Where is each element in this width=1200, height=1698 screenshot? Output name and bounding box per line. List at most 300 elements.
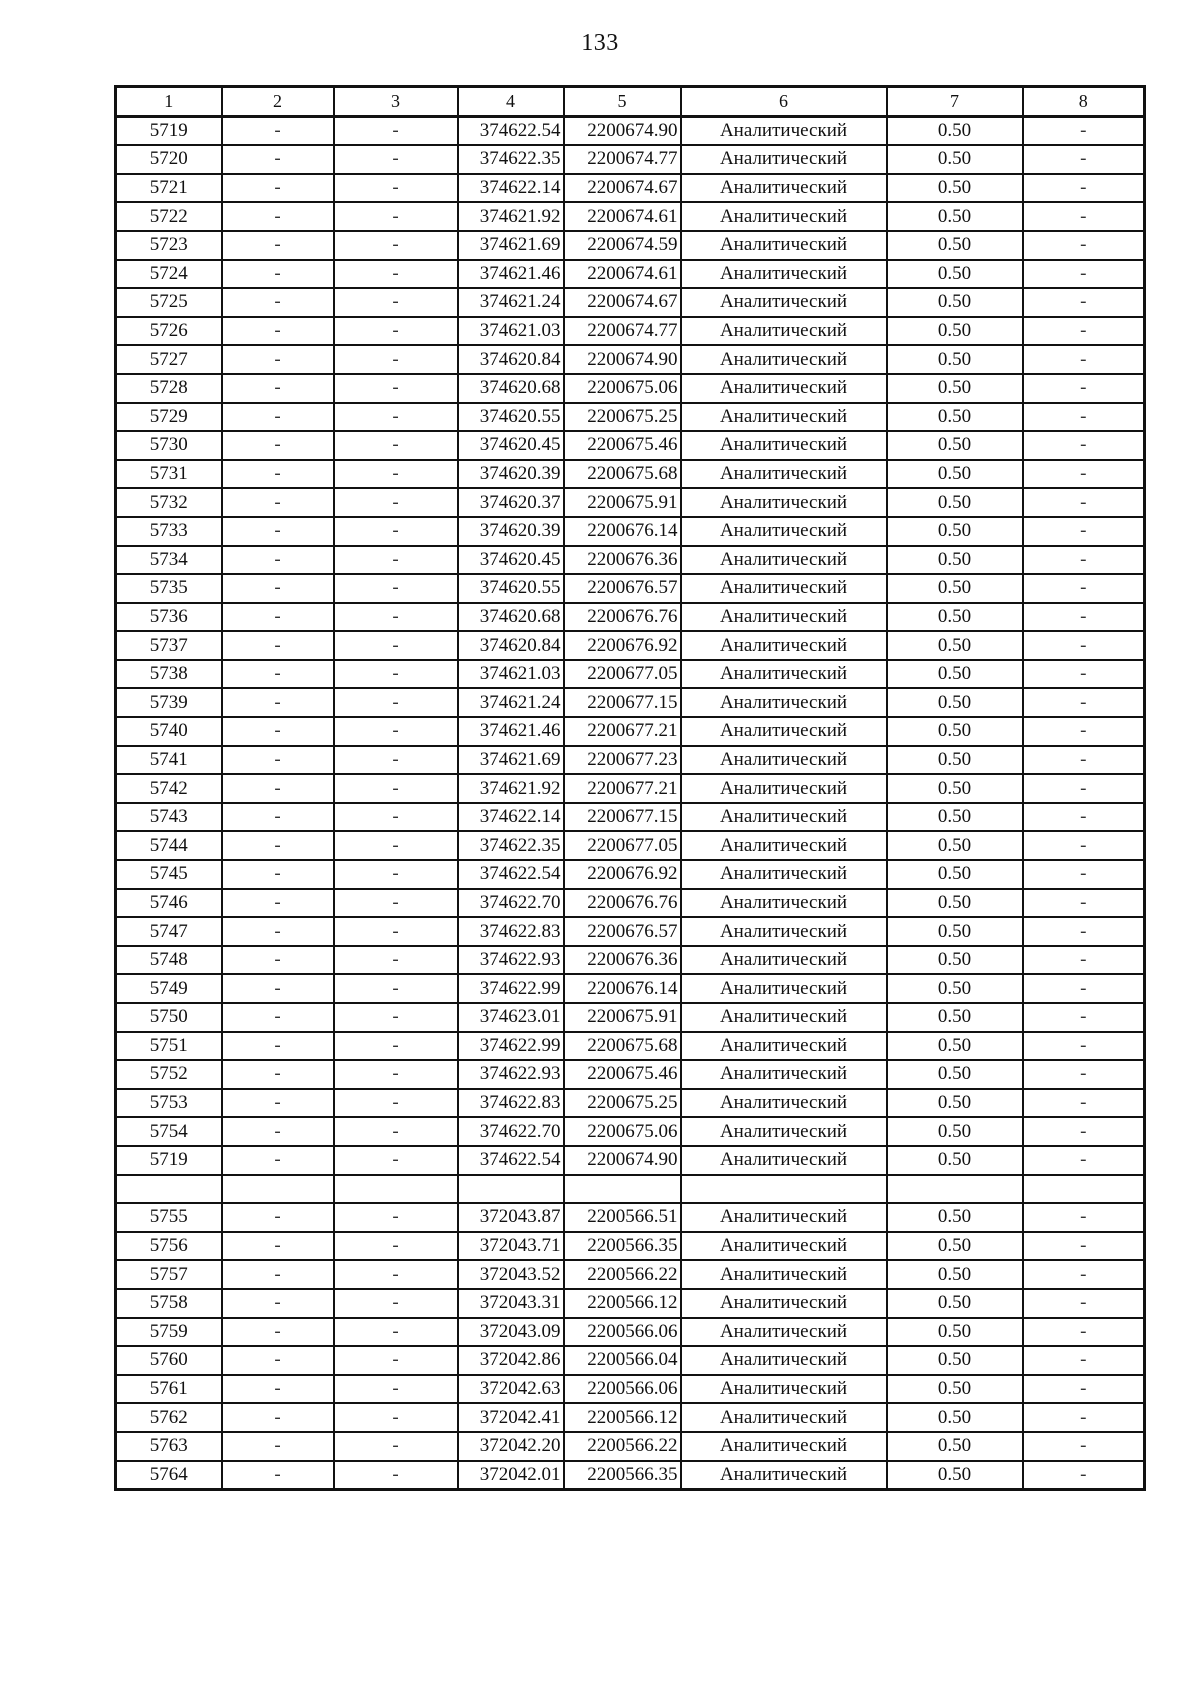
table-row: [116, 1146, 1145, 1175]
table-body: [116, 87, 1145, 1490]
y-coordinate-cell: 2200676.76: [564, 603, 681, 632]
x-coordinate-cell: 374622.14: [458, 174, 564, 203]
accuracy-cell: 0.50: [887, 288, 1023, 317]
column-header: 7: [887, 87, 1023, 117]
method-cell: Аналитический: [681, 1375, 887, 1404]
col2-cell: -: [222, 460, 334, 489]
col8-cell: -: [1023, 803, 1145, 832]
method-cell: Аналитический: [681, 1432, 887, 1461]
x-coordinate-cell: 372043.52: [458, 1260, 564, 1289]
point-number-cell: 5741: [116, 746, 222, 775]
y-coordinate-cell: 2200566.12: [564, 1289, 681, 1318]
y-coordinate-cell: 2200677.15: [564, 688, 681, 717]
method-cell: Аналитический: [681, 774, 887, 803]
y-coordinate-cell: 2200675.91: [564, 1003, 681, 1032]
method-cell: Аналитический: [681, 660, 887, 689]
x-coordinate-cell: 374622.93: [458, 946, 564, 975]
table-row: [116, 116, 1145, 145]
accuracy-cell: 0.50: [887, 1003, 1023, 1032]
accuracy-cell: 0.50: [887, 1375, 1023, 1404]
col3-cell: -: [334, 1289, 458, 1318]
accuracy-cell: 0.50: [887, 803, 1023, 832]
col2-cell: -: [222, 946, 334, 975]
method-cell: Аналитический: [681, 517, 887, 546]
col3-cell: -: [334, 1146, 458, 1175]
col8-cell: -: [1023, 1146, 1145, 1175]
col3-cell: -: [334, 603, 458, 632]
point-number-cell: 5737: [116, 631, 222, 660]
accuracy-cell: 0.50: [887, 1089, 1023, 1118]
method-cell: Аналитический: [681, 1318, 887, 1347]
table-row: [116, 746, 1145, 775]
table-row: [116, 1403, 1145, 1432]
table-row: [116, 1346, 1145, 1375]
y-coordinate-cell: 2200675.68: [564, 1032, 681, 1061]
y-coordinate-cell: 2200677.21: [564, 774, 681, 803]
x-coordinate-cell: 374622.70: [458, 889, 564, 918]
point-number-cell: 5721: [116, 174, 222, 203]
table-row: [116, 917, 1145, 946]
y-coordinate-cell: 2200566.35: [564, 1232, 681, 1261]
col2-cell: -: [222, 688, 334, 717]
table-row: [116, 688, 1145, 717]
col2-cell: -: [222, 1375, 334, 1404]
x-coordinate-cell: 374620.39: [458, 517, 564, 546]
point-number-cell: 5752: [116, 1060, 222, 1089]
table-row: [116, 403, 1145, 432]
col2-cell: -: [222, 917, 334, 946]
x-coordinate-cell: 374622.14: [458, 803, 564, 832]
coordinates-table: [114, 85, 1146, 1491]
col3-cell: -: [334, 231, 458, 260]
y-coordinate-cell: 2200674.59: [564, 231, 681, 260]
col2-cell: -: [222, 403, 334, 432]
table-row: [116, 288, 1145, 317]
col2-cell: -: [222, 831, 334, 860]
y-coordinate-cell: 2200677.23: [564, 746, 681, 775]
x-coordinate-cell: 374620.55: [458, 403, 564, 432]
point-number-cell: 5722: [116, 202, 222, 231]
col8-cell: -: [1023, 546, 1145, 575]
method-cell: Аналитический: [681, 1146, 887, 1175]
col3-cell: -: [334, 660, 458, 689]
col3-cell: -: [334, 288, 458, 317]
accuracy-cell: 0.50: [887, 174, 1023, 203]
accuracy-cell: 0.50: [887, 1232, 1023, 1261]
col2-cell: -: [222, 202, 334, 231]
col2-cell: -: [222, 1232, 334, 1261]
column-header: 1: [116, 87, 222, 117]
x-coordinate-cell: 374620.68: [458, 603, 564, 632]
x-coordinate-cell: 374622.93: [458, 1060, 564, 1089]
method-cell: Аналитический: [681, 174, 887, 203]
y-coordinate-cell: 2200676.14: [564, 974, 681, 1003]
table-row: [116, 1232, 1145, 1261]
y-coordinate-cell: 2200676.14: [564, 517, 681, 546]
col3-cell: -: [334, 974, 458, 1003]
col8-cell: -: [1023, 688, 1145, 717]
accuracy-cell: 0.50: [887, 460, 1023, 489]
table-row: [116, 345, 1145, 374]
table-row: [116, 174, 1145, 203]
table-row: [116, 1461, 1145, 1490]
x-coordinate-cell: 374621.03: [458, 317, 564, 346]
col3-cell: -: [334, 1003, 458, 1032]
col8-cell: -: [1023, 1117, 1145, 1146]
table-row: [116, 1003, 1145, 1032]
col2-cell: -: [222, 1003, 334, 1032]
x-coordinate-cell: 372042.01: [458, 1461, 564, 1490]
method-cell: Аналитический: [681, 860, 887, 889]
accuracy-cell: 0.50: [887, 1403, 1023, 1432]
col3-cell: -: [334, 517, 458, 546]
x-coordinate-cell: 374622.70: [458, 1117, 564, 1146]
table-row: [116, 202, 1145, 231]
accuracy-cell: 0.50: [887, 889, 1023, 918]
col8-cell: -: [1023, 1203, 1145, 1232]
col2-cell: -: [222, 145, 334, 174]
col2-cell: -: [222, 546, 334, 575]
col8-cell: -: [1023, 831, 1145, 860]
accuracy-cell: 0.50: [887, 317, 1023, 346]
col2-cell: -: [222, 260, 334, 289]
x-coordinate-cell: 374621.69: [458, 231, 564, 260]
x-coordinate-cell: 372042.41: [458, 1403, 564, 1432]
page-number: 133: [581, 30, 619, 56]
point-number-cell: 5728: [116, 374, 222, 403]
y-coordinate-cell: 2200676.76: [564, 889, 681, 918]
col3-cell: -: [334, 1346, 458, 1375]
x-coordinate-cell: 374621.46: [458, 260, 564, 289]
y-coordinate-cell: 2200674.90: [564, 345, 681, 374]
method-cell: Аналитический: [681, 1060, 887, 1089]
point-number-cell: [116, 1175, 222, 1204]
table-row: [116, 1289, 1145, 1318]
x-coordinate-cell: 374621.46: [458, 717, 564, 746]
y-coordinate-cell: 2200674.77: [564, 317, 681, 346]
accuracy-cell: 0.50: [887, 1260, 1023, 1289]
method-cell: Аналитический: [681, 1232, 887, 1261]
column-header: 5: [564, 87, 681, 117]
table-row: [116, 631, 1145, 660]
table-row: [116, 831, 1145, 860]
method-cell: [681, 1175, 887, 1204]
accuracy-cell: 0.50: [887, 431, 1023, 460]
y-coordinate-cell: 2200566.35: [564, 1461, 681, 1490]
accuracy-cell: 0.50: [887, 946, 1023, 975]
accuracy-cell: 0.50: [887, 260, 1023, 289]
table-row: [116, 231, 1145, 260]
point-number-cell: 5762: [116, 1403, 222, 1432]
col2-cell: -: [222, 517, 334, 546]
x-coordinate-cell: 374621.92: [458, 202, 564, 231]
table-row: [116, 574, 1145, 603]
y-coordinate-cell: 2200677.05: [564, 660, 681, 689]
col8-cell: -: [1023, 660, 1145, 689]
point-number-cell: 5760: [116, 1346, 222, 1375]
point-number-cell: 5743: [116, 803, 222, 832]
col8-cell: -: [1023, 603, 1145, 632]
accuracy-cell: 0.50: [887, 717, 1023, 746]
method-cell: Аналитический: [681, 231, 887, 260]
point-number-cell: 5754: [116, 1117, 222, 1146]
method-cell: Аналитический: [681, 460, 887, 489]
table-row: [116, 317, 1145, 346]
x-coordinate-cell: 374622.99: [458, 974, 564, 1003]
col8-cell: -: [1023, 1461, 1145, 1490]
point-number-cell: 5739: [116, 688, 222, 717]
method-cell: Аналитический: [681, 717, 887, 746]
col2-cell: -: [222, 288, 334, 317]
col8-cell: -: [1023, 774, 1145, 803]
x-coordinate-cell: 374620.68: [458, 374, 564, 403]
col8-cell: -: [1023, 1318, 1145, 1347]
method-cell: Аналитический: [681, 889, 887, 918]
col2-cell: -: [222, 374, 334, 403]
point-number-cell: 5753: [116, 1089, 222, 1118]
table-row: [116, 1318, 1145, 1347]
col8-cell: -: [1023, 1003, 1145, 1032]
accuracy-cell: 0.50: [887, 1146, 1023, 1175]
x-coordinate-cell: 374622.54: [458, 860, 564, 889]
method-cell: Аналитический: [681, 1203, 887, 1232]
accuracy-cell: 0.50: [887, 1432, 1023, 1461]
col3-cell: -: [334, 546, 458, 575]
col8-cell: -: [1023, 260, 1145, 289]
accuracy-cell: 0.50: [887, 488, 1023, 517]
col8-cell: -: [1023, 517, 1145, 546]
method-cell: Аналитический: [681, 403, 887, 432]
col2-cell: -: [222, 1060, 334, 1089]
col3-cell: -: [334, 1089, 458, 1118]
method-cell: Аналитический: [681, 1403, 887, 1432]
col3-cell: -: [334, 1032, 458, 1061]
method-cell: Аналитический: [681, 488, 887, 517]
col2-cell: -: [222, 774, 334, 803]
accuracy-cell: 0.50: [887, 145, 1023, 174]
x-coordinate-cell: 374621.03: [458, 660, 564, 689]
col3-cell: -: [334, 917, 458, 946]
method-cell: Аналитический: [681, 831, 887, 860]
col8-cell: -: [1023, 202, 1145, 231]
accuracy-cell: [887, 1175, 1023, 1204]
col2-cell: -: [222, 660, 334, 689]
y-coordinate-cell: 2200675.46: [564, 431, 681, 460]
col3-cell: -: [334, 946, 458, 975]
point-number-cell: 5758: [116, 1289, 222, 1318]
col3-cell: -: [334, 688, 458, 717]
col8-cell: -: [1023, 374, 1145, 403]
col2-cell: -: [222, 631, 334, 660]
point-number-cell: 5750: [116, 1003, 222, 1032]
point-number-cell: 5745: [116, 860, 222, 889]
col3-cell: -: [334, 1432, 458, 1461]
col2-cell: -: [222, 860, 334, 889]
table-row: [116, 603, 1145, 632]
y-coordinate-cell: 2200676.57: [564, 574, 681, 603]
col3-cell: -: [334, 1461, 458, 1490]
point-number-cell: 5751: [116, 1032, 222, 1061]
accuracy-cell: 0.50: [887, 1461, 1023, 1490]
col8-cell: -: [1023, 1032, 1145, 1061]
table-row: [116, 1260, 1145, 1289]
x-coordinate-cell: 374621.92: [458, 774, 564, 803]
y-coordinate-cell: 2200566.51: [564, 1203, 681, 1232]
accuracy-cell: 0.50: [887, 917, 1023, 946]
x-coordinate-cell: 374620.45: [458, 431, 564, 460]
col3-cell: -: [334, 1260, 458, 1289]
table-row: [116, 803, 1145, 832]
point-number-cell: 5757: [116, 1260, 222, 1289]
accuracy-cell: 0.50: [887, 1117, 1023, 1146]
point-number-cell: 5746: [116, 889, 222, 918]
table-row: [116, 860, 1145, 889]
x-coordinate-cell: 374622.54: [458, 116, 564, 145]
y-coordinate-cell: 2200676.92: [564, 631, 681, 660]
col3-cell: -: [334, 345, 458, 374]
y-coordinate-cell: 2200675.25: [564, 403, 681, 432]
col3-cell: -: [334, 1060, 458, 1089]
col2-cell: -: [222, 1318, 334, 1347]
method-cell: Аналитический: [681, 260, 887, 289]
table-row: [116, 260, 1145, 289]
accuracy-cell: 0.50: [887, 1203, 1023, 1232]
col8-cell: -: [1023, 1060, 1145, 1089]
col2-cell: -: [222, 317, 334, 346]
col2-cell: -: [222, 488, 334, 517]
method-cell: Аналитический: [681, 546, 887, 575]
x-coordinate-cell: 374621.24: [458, 688, 564, 717]
col8-cell: -: [1023, 860, 1145, 889]
accuracy-cell: 0.50: [887, 774, 1023, 803]
point-number-cell: 5730: [116, 431, 222, 460]
method-cell: Аналитический: [681, 1089, 887, 1118]
col2-cell: -: [222, 803, 334, 832]
x-coordinate-cell: 374620.39: [458, 460, 564, 489]
col8-cell: -: [1023, 631, 1145, 660]
table-row: [116, 1432, 1145, 1461]
col3-cell: -: [334, 889, 458, 918]
method-cell: Аналитический: [681, 974, 887, 1003]
accuracy-cell: 0.50: [887, 517, 1023, 546]
col8-cell: -: [1023, 717, 1145, 746]
point-number-cell: 5736: [116, 603, 222, 632]
method-cell: Аналитический: [681, 917, 887, 946]
y-coordinate-cell: 2200675.06: [564, 1117, 681, 1146]
y-coordinate-cell: 2200676.36: [564, 946, 681, 975]
col3-cell: -: [334, 145, 458, 174]
accuracy-cell: 0.50: [887, 660, 1023, 689]
col8-cell: -: [1023, 1346, 1145, 1375]
accuracy-cell: 0.50: [887, 831, 1023, 860]
y-coordinate-cell: 2200675.25: [564, 1089, 681, 1118]
point-number-cell: 5764: [116, 1461, 222, 1490]
col2-cell: -: [222, 431, 334, 460]
col8-cell: -: [1023, 1432, 1145, 1461]
table-row: [116, 974, 1145, 1003]
method-cell: Аналитический: [681, 946, 887, 975]
col3-cell: -: [334, 1232, 458, 1261]
point-number-cell: 5731: [116, 460, 222, 489]
accuracy-cell: 0.50: [887, 1060, 1023, 1089]
y-coordinate-cell: 2200677.15: [564, 803, 681, 832]
y-coordinate-cell: 2200566.12: [564, 1403, 681, 1432]
y-coordinate-cell: 2200676.57: [564, 917, 681, 946]
y-coordinate-cell: 2200674.67: [564, 288, 681, 317]
col3-cell: -: [334, 1403, 458, 1432]
col8-cell: -: [1023, 1232, 1145, 1261]
col3-cell: -: [334, 717, 458, 746]
col3-cell: -: [334, 574, 458, 603]
x-coordinate-cell: 374622.35: [458, 831, 564, 860]
table-row: [116, 717, 1145, 746]
col2-cell: -: [222, 174, 334, 203]
x-coordinate-cell: 372042.86: [458, 1346, 564, 1375]
col2-cell: -: [222, 574, 334, 603]
column-header: 3: [334, 87, 458, 117]
point-number-cell: 5733: [116, 517, 222, 546]
accuracy-cell: 0.50: [887, 403, 1023, 432]
method-cell: Аналитический: [681, 1289, 887, 1318]
table-row: [116, 431, 1145, 460]
x-coordinate-cell: 374622.83: [458, 1089, 564, 1118]
method-cell: Аналитический: [681, 574, 887, 603]
col3-cell: -: [334, 460, 458, 489]
col8-cell: -: [1023, 288, 1145, 317]
point-number-cell: 5742: [116, 774, 222, 803]
table-row: [116, 1032, 1145, 1061]
col8-cell: -: [1023, 1375, 1145, 1404]
col3-cell: -: [334, 202, 458, 231]
method-cell: Аналитический: [681, 1003, 887, 1032]
col8-cell: -: [1023, 574, 1145, 603]
accuracy-cell: 0.50: [887, 603, 1023, 632]
table-header-row: [116, 87, 1145, 117]
method-cell: Аналитический: [681, 1461, 887, 1490]
table-row: [116, 1089, 1145, 1118]
accuracy-cell: 0.50: [887, 345, 1023, 374]
table-row: [116, 460, 1145, 489]
col2-cell: -: [222, 1403, 334, 1432]
col3-cell: -: [334, 403, 458, 432]
col3-cell: -: [334, 374, 458, 403]
point-number-cell: 5726: [116, 317, 222, 346]
col3-cell: -: [334, 1318, 458, 1347]
x-coordinate-cell: 372043.09: [458, 1318, 564, 1347]
col2-cell: -: [222, 889, 334, 918]
y-coordinate-cell: 2200675.46: [564, 1060, 681, 1089]
col8-cell: -: [1023, 1260, 1145, 1289]
col3-cell: -: [334, 746, 458, 775]
accuracy-cell: 0.50: [887, 202, 1023, 231]
y-coordinate-cell: 2200566.22: [564, 1260, 681, 1289]
col2-cell: -: [222, 1289, 334, 1318]
col3-cell: -: [334, 174, 458, 203]
table-row: [116, 774, 1145, 803]
x-coordinate-cell: 374620.45: [458, 546, 564, 575]
col8-cell: -: [1023, 746, 1145, 775]
col8-cell: -: [1023, 403, 1145, 432]
col2-cell: -: [222, 717, 334, 746]
table-row: [116, 517, 1145, 546]
table-row: [116, 946, 1145, 975]
col8-cell: -: [1023, 145, 1145, 174]
x-coordinate-cell: 374622.83: [458, 917, 564, 946]
method-cell: Аналитический: [681, 803, 887, 832]
col2-cell: -: [222, 1089, 334, 1118]
point-number-cell: 5719: [116, 116, 222, 145]
column-header: 6: [681, 87, 887, 117]
